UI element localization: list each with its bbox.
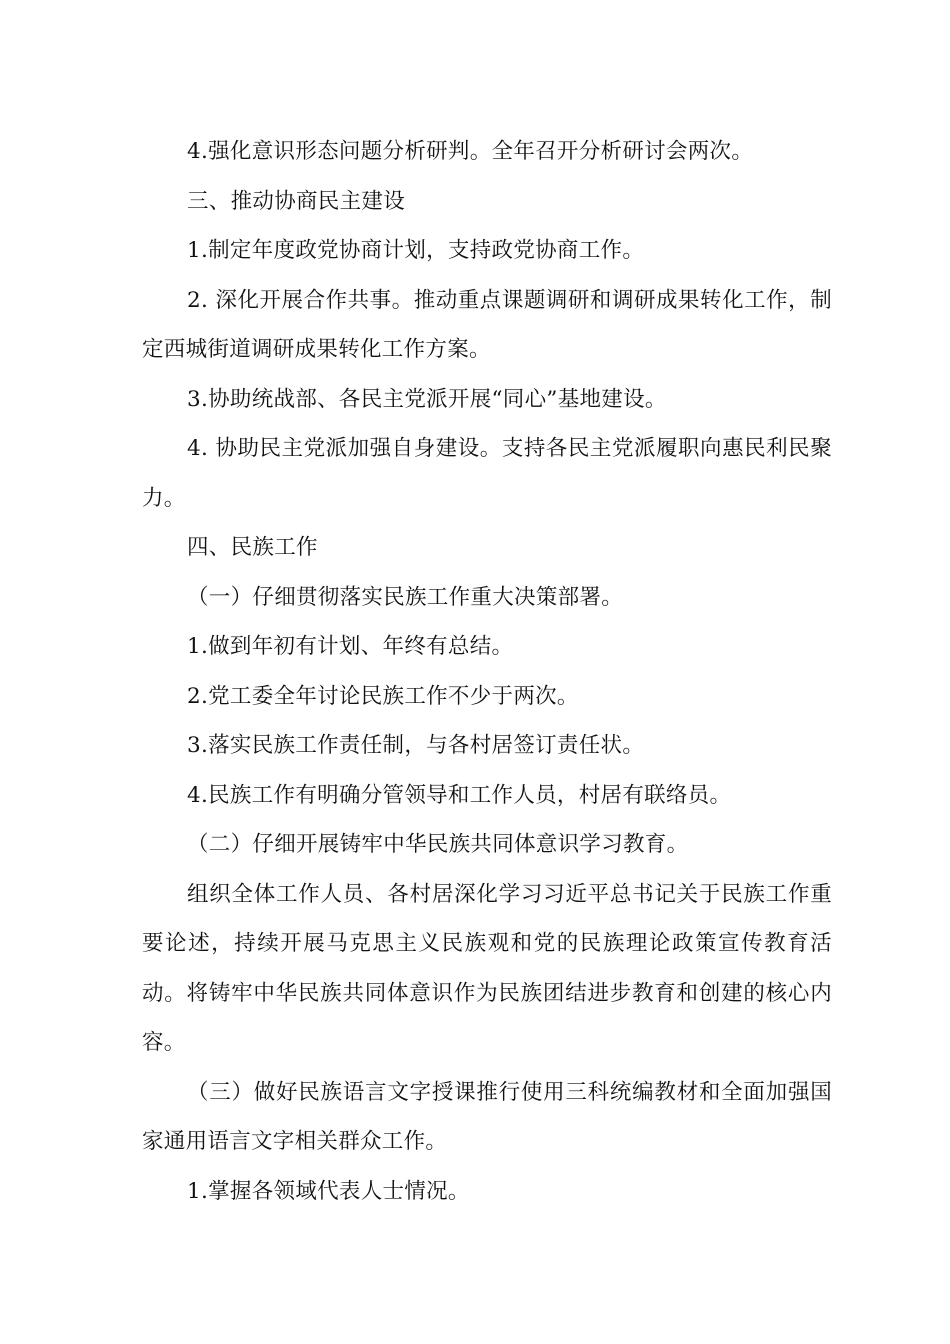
paragraph-study-education: 组织全体工作人员、各村居深化学习习近平总书记关于民族工作重要论述，持续开展马克思主义民族观和党的民族理论政策宣传教育活动。将铸牢中华民族共同体意识作为民族团结进步教育和创建的核心内容。 <box>142 881 832 1055</box>
item-responsibility-system: 3.落实民族工作责任制，与各村居签订责任状。 <box>187 733 645 758</box>
item-ideology-analysis: 4.强化意识形态问题分析研判。全年召开分析研讨会两次。 <box>187 139 754 164</box>
subsection-heading-3: （三）做好民族语言文字授课推行使用三科统编教材和全面加强国家通用语言文字相关群众工作。 <box>142 1079 832 1154</box>
item-staffing: 4.民族工作有明确分管领导和工作人员，村居有联络员。 <box>187 782 732 808</box>
subsection-heading-1: （一）仔细贯彻落实民族工作重大决策部署。 <box>187 584 624 610</box>
section-heading-consultative-democracy: 三、推动协商民主建设 <box>187 188 406 214</box>
item-cooperation: 2. 深化开展合作共事。推动重点课题调研和调研成果转化工作，制定西城街道调研成果转化工作方案。 <box>142 287 832 362</box>
document-body <box>142 127 832 1216</box>
item-discussion-count: 2.党工委全年讨论民族工作不少于两次。 <box>187 683 579 709</box>
item-representatives: 1.掌握各领域代表人士情况。 <box>187 1178 470 1204</box>
item-party-self-building: 4. 协助民主党派加强自身建设。支持各民主党派履职向惠民利民聚力。 <box>142 436 832 511</box>
item-annual-plan: 1.做到年初有计划、年终有总结。 <box>187 634 514 659</box>
item-party-consultation-plan: 1.制定年度政党协商计划，支持政党协商工作。 <box>187 238 645 263</box>
item-tongxin-base: 3.协助统战部、各民主党派开展“同心”基地建设。 <box>187 386 667 412</box>
section-heading-ethnic-work: 四、民族工作 <box>187 535 318 560</box>
subsection-heading-2: （二）仔细开展铸牢中华民族共同体意识学习教育。 <box>187 832 689 857</box>
